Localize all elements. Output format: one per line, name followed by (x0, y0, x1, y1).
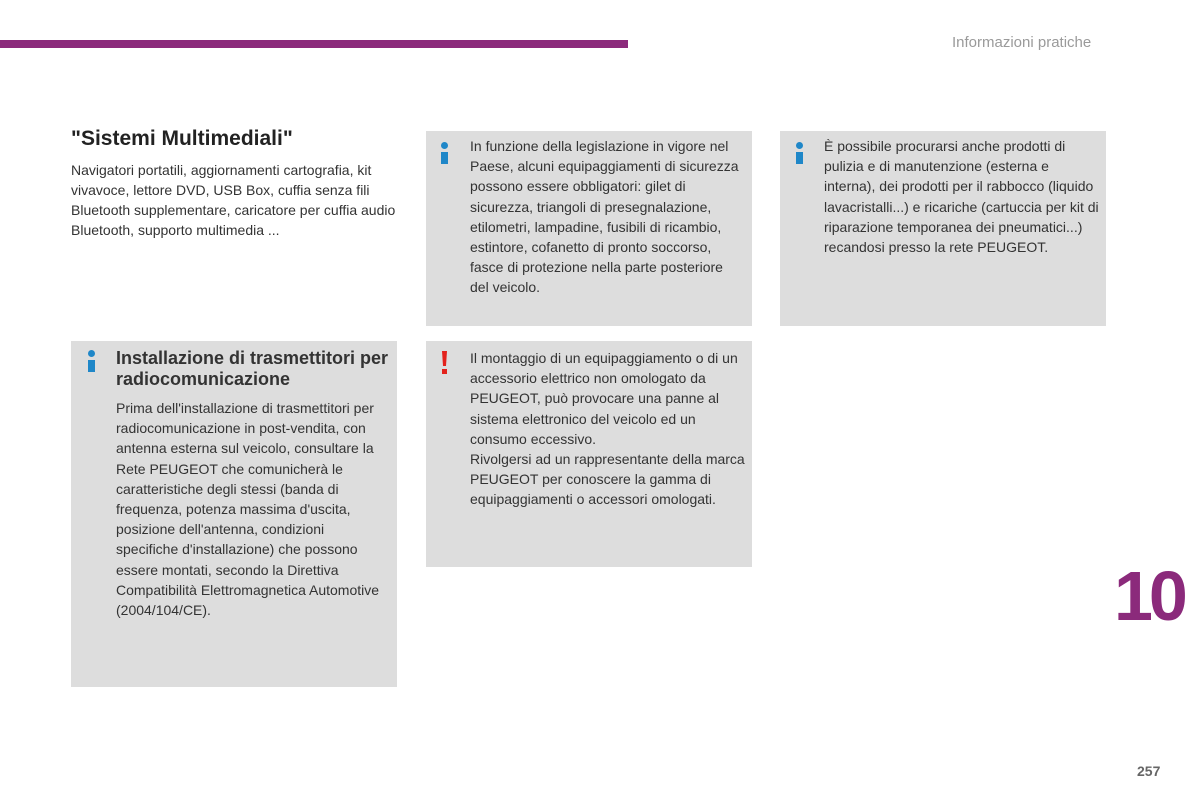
warning-paragraph-1: Il montaggio di un equipaggiamento o di un accessorio elettrico non omologato da PEUGEOT, può provocare una panne al sistema elettronico del veicolo ed un consumo eccessivo. (470, 350, 738, 447)
chapter-number: 10 (1114, 557, 1184, 635)
safety-equipment-text: In funzione della legislazione in vigore nel Paese, alcuni equipaggiamenti di sicurezza possono essere obbligatori: gilet di sicurezza, triangoli di presegnalazione, etilometri, lampadine, fusibili di ricambio, estintore, cofanetto di pronto soccorso, fasce di protezione nella parte posteriore del veicolo. (470, 138, 739, 296)
section-title: Informazioni pratiche (952, 34, 1092, 51)
warning-text (470, 348, 748, 510)
transmitters-text: Prima dell'installazione di trasmettitori per radiocomunicazione in post-vendita, con antenna esterna sul veicolo, consultare la Rete PEUGEOT che comunicherà le caratteristiche degli stessi (banda di frequenza, potenza massima d'uscita, posizione dell'antenna, condizioni specifiche d'installazione) che possono essere montati, secondo la Direttiva Compatibilità Elettromagnetica Automotive (2004/104/CE). (116, 400, 380, 619)
page-number: 257 (1137, 763, 1161, 779)
intro-paragraph: Navigatori portatili, aggiornamenti cartografia, kit vivavoce, lettore DVD, USB Box, cuffia senza fili Bluetooth supplementare, caricatore per cuffia audio Bluetooth, supporto multimedia ... (71, 162, 396, 238)
transmitters-heading: Installazione di trasmettitori per radiocomunicazione (116, 348, 389, 389)
page-heading: "Sistemi Multimediali" (71, 127, 293, 150)
header-accent-bar (0, 40, 628, 48)
maintenance-products-text: È possibile procurarsi anche prodotti di pulizia e di manutenzione (esterna e interna), dei prodotti per il rabbocco (liquido lavacristalli...) e ricariche (cartuccia per kit di riparazione temporanea dei pneumatici...) recandosi presso la rete PEUGEOT. (824, 138, 1099, 256)
warning-paragraph-2: Rivolgersi ad un rappresentante della marca PEUGEOT per conoscere la gamma di equipaggiamenti o accessori omologati. (470, 451, 745, 508)
